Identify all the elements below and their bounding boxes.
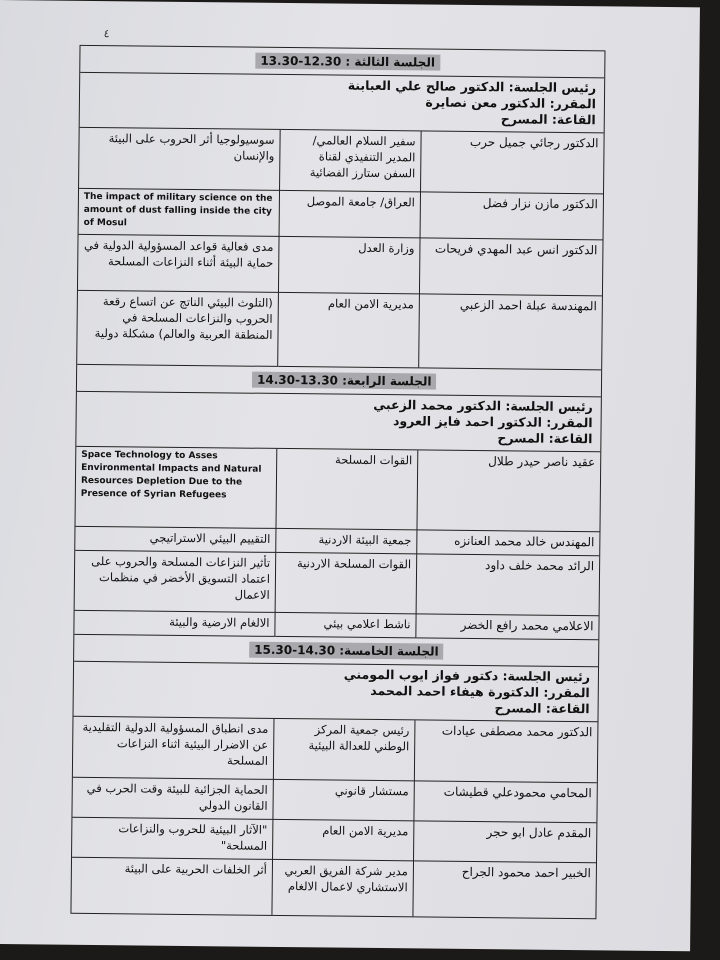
paper-topic: الالغام الارضية والبيئة <box>74 610 275 636</box>
paper-topic: مدى انطباق المسؤولية الدولية التقليدية عن الاضرار البيئية اثناء النزاعات المسلحة <box>73 717 274 779</box>
participant-name: الاعلامي محمد رافع الخضر <box>416 614 599 640</box>
participant-name: المحامي محمودعلي قطيشات <box>414 780 597 822</box>
session-5-table <box>71 717 597 918</box>
paper-topic: التقييم البيئي الاستراتيجي <box>75 526 276 552</box>
session-3-rapporteur: المقرر: الدكتور معن نصايرة <box>425 94 597 112</box>
session-5-chair: رئيس الجلسة: دكتور فواز ايوب المومني <box>343 666 591 685</box>
table-row <box>78 234 603 295</box>
page-number: ٤ <box>103 27 110 41</box>
table-row <box>79 128 604 193</box>
participant-affiliation: مديرية الامن العام <box>273 819 414 860</box>
participant-name: عقيد ناصر حيدر طلال <box>417 450 600 532</box>
session-5-info <box>73 662 598 722</box>
session-3-table <box>77 128 603 370</box>
participant-name: الدكتور مازن نزار فضل <box>420 191 603 239</box>
participant-name: الدكتور رجائي جميل حرب <box>421 131 604 193</box>
session-4-title: الجلسة الرابعة: 13.30-14.30 <box>252 371 437 389</box>
table-row <box>72 777 596 822</box>
paper-topic: أثر الخلفات الحربية على البيئة <box>71 857 272 915</box>
participant-affiliation: القوات المسلحة الاردنية <box>275 552 417 613</box>
table-row <box>75 446 600 531</box>
table-row <box>72 817 596 862</box>
paper-topic: Space Technology to Asses Environmental Impacts and Natural Resources Depletion Due to the Presence of Syrian Refugees <box>75 446 276 528</box>
participant-name: المهندسة عبلة احمد الزعبي <box>419 293 602 369</box>
table-row <box>77 290 602 369</box>
session-4-info <box>76 391 601 451</box>
session-5-rapporteur: المقرر: الدكتورة هيفاء احمد المحمد <box>370 682 590 701</box>
participant-affiliation: سفير السلام العالمي/ المدير التنفيذي لقناة السفن ستارز الفضائية <box>280 130 422 191</box>
session-4-hall: القاعة: المسرح <box>497 429 593 446</box>
session-3-info <box>80 73 605 133</box>
participant-affiliation: القوات المسلحة <box>276 448 418 529</box>
participant-affiliation: جمعية البيئة الاردنية <box>276 528 417 553</box>
session-3-chair: رئيس الجلسة: الدكتور صالح علي العبابنة <box>347 77 597 96</box>
session-3-title: الجلسة الثالثة : 12.30-13.30 <box>255 53 440 71</box>
session-4-rapporteur: المقرر: الدكتور احمد فايز العرود <box>392 412 593 430</box>
paper-topic: "الآثار البيئية للحروب والنزاعات المسلحة" <box>72 817 273 859</box>
participant-affiliation: وزارة العدل <box>278 236 420 293</box>
session-5-hall: القاعة: المسرح <box>494 700 590 717</box>
participant-affiliation: ناشط اعلامي بيئي <box>275 612 416 637</box>
paper-topic: تأثير النزاعات المسلحة والحروب على اعتماد التسويق الأخضر في منظمات الاعمال <box>75 550 276 612</box>
paper-topic: الحماية الجزائية للبيئة وقت الحرب في القانون الدولي <box>72 777 273 819</box>
participant-name: الخبير احمد محمود الجراح <box>413 860 596 918</box>
participant-affiliation: العراق/ جامعة الموصل <box>279 190 420 237</box>
session-3-header <box>80 46 604 78</box>
participant-affiliation: مديرية الامن العام <box>278 292 420 367</box>
session-5-header <box>74 635 598 667</box>
session-5-title: الجلسة الخامسة: 14.30-15.30 <box>249 642 444 660</box>
table-row <box>79 188 603 239</box>
session-3-hall: القاعة: المسرح <box>500 111 596 128</box>
schedule-document <box>70 45 605 919</box>
paper-topic: (التلوث البيئي الناتج عن اتساع رقعة الحروب والنزاعات المسلحة في المنطقة العربية والعالم) مشكلة دولية <box>77 290 278 366</box>
participant-name: المهندس خالد محمد العنانزه <box>417 530 600 556</box>
table-row <box>71 857 596 918</box>
participant-affiliation: رئيس جمعية المركز الوطني للعدالة البيئية <box>273 719 415 780</box>
participant-affiliation: مدير شركة الفريق العربي الاستشاري لاعمال الالغام <box>272 859 414 916</box>
participant-name: المقدم عادل ابو حجر <box>414 820 597 862</box>
table-row <box>73 717 598 782</box>
session-4-chair: رئيس الجلسة: الدكتور محمد الزعبي <box>373 396 593 414</box>
paper-topic: مدى فعالية قواعد المسؤولية الدولية في حماية البيئة أثناء النزاعات المسلحة <box>78 234 279 292</box>
participant-name: الرائد محمد خلف داود <box>416 554 599 616</box>
participant-affiliation: مستشار قانوني <box>273 779 414 820</box>
paper-topic: The impact of military science on the amount of dust falling inside the city of Mosul <box>79 188 280 236</box>
participant-name: الدكتور انس عبد المهدي فريحات <box>419 237 602 295</box>
table-row <box>75 550 600 615</box>
participant-name: الدكتور محمد مصطفى عيادات <box>414 720 597 782</box>
paper-topic: سوسيولوجيا أثر الحروب على البيئة والإنسان <box>79 128 280 190</box>
session-4-table <box>74 446 600 640</box>
session-4-header <box>77 364 601 396</box>
